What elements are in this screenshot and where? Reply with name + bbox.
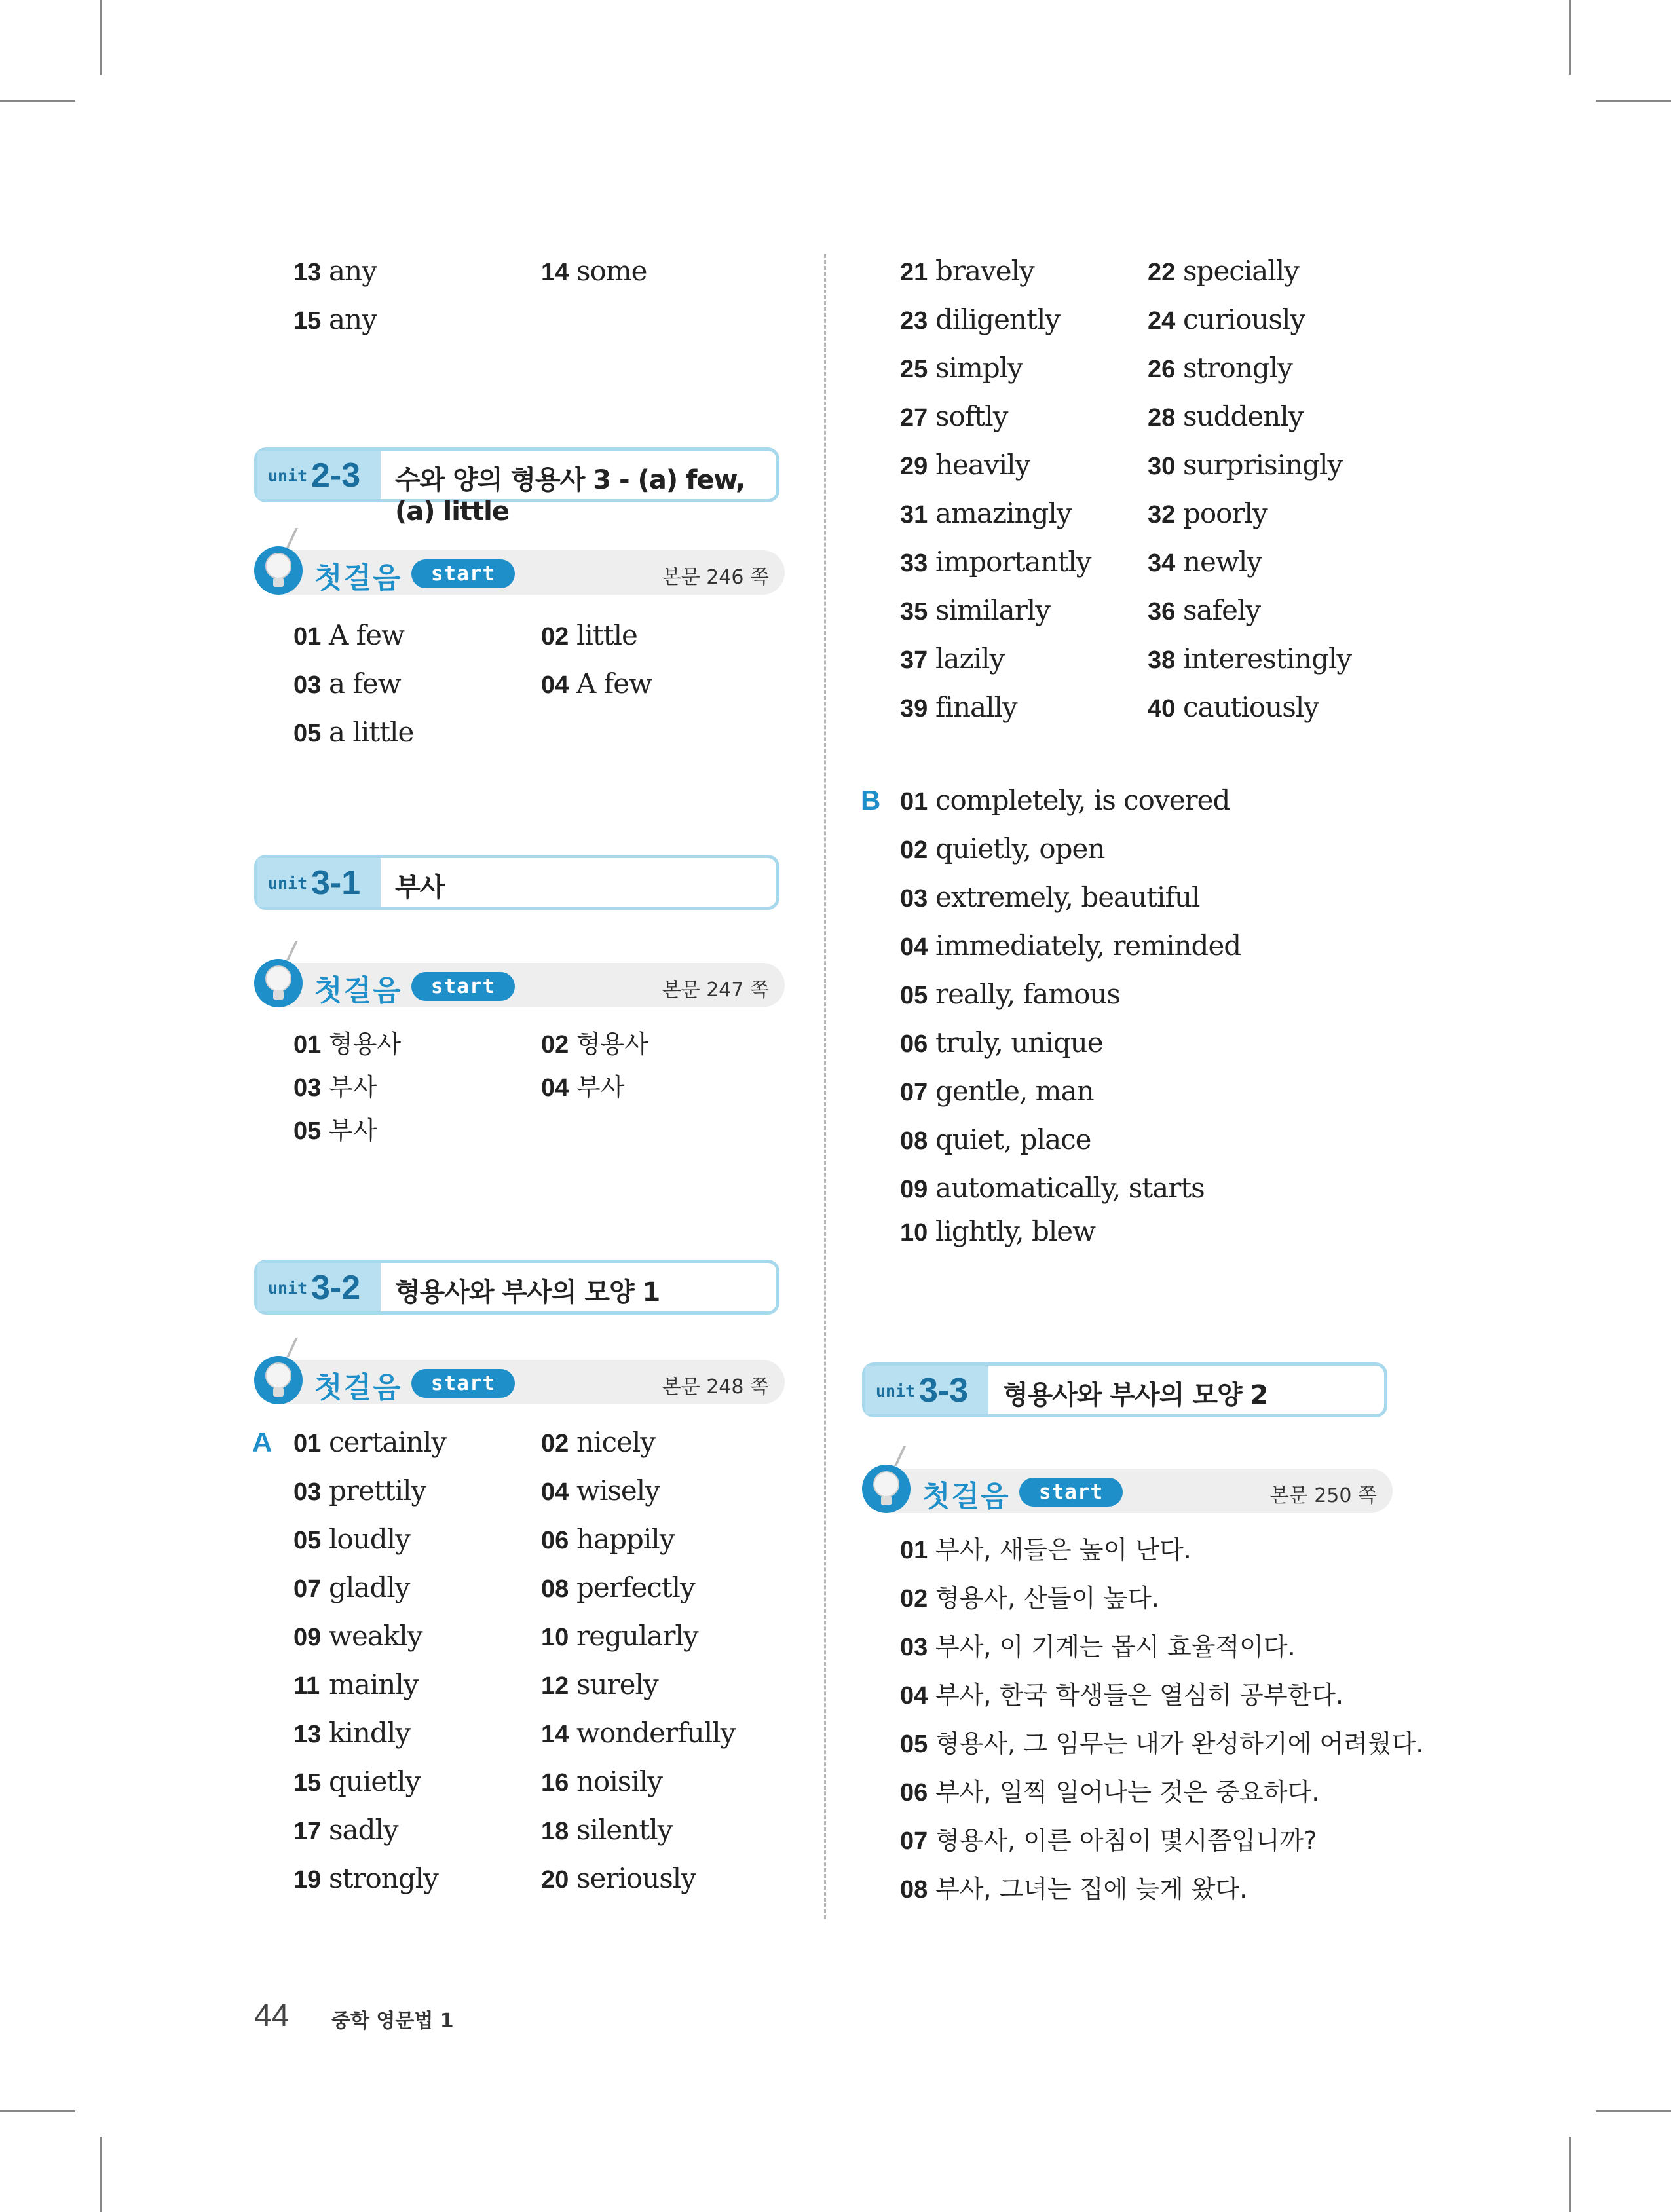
- answer-item: [1148, 445, 1342, 485]
- answer-text: specially: [1183, 255, 1299, 287]
- answer-text: 부사: [329, 1116, 377, 1145]
- answer-item: [541, 1810, 672, 1850]
- answer-number: 23: [900, 307, 928, 335]
- answer-text: 부사, 일찍 일어나는 것은 중요하다.: [935, 1778, 1320, 1807]
- answer-text: 부사, 이 기계는 몹시 효율적이다.: [935, 1632, 1296, 1661]
- unit-number: 2-3: [311, 457, 361, 495]
- answer-text: A few: [329, 619, 405, 651]
- crop-mark: [1569, 2137, 1571, 2212]
- lightbulb-icon: [862, 1465, 911, 1513]
- answer-text: 형용사, 그 임무는 내가 완성하기에 어려웠다.: [935, 1729, 1424, 1758]
- answer-number: 03: [293, 1074, 322, 1102]
- answer-number: 20: [541, 1866, 569, 1894]
- answer-text: 형용사: [576, 1030, 649, 1059]
- answer-text: kindly: [329, 1717, 410, 1749]
- answer-number: 25: [900, 356, 928, 383]
- answer-number: 09: [900, 1176, 928, 1203]
- answer-item: [900, 1821, 1317, 1860]
- start-badge: start: [411, 972, 515, 1001]
- answer-number: 02: [900, 836, 928, 864]
- answer-item: [541, 1024, 648, 1064]
- unit-tag: [257, 858, 381, 907]
- page-reference: 본문 250 쪽: [1269, 1484, 1377, 1507]
- answer-number: 17: [293, 1818, 322, 1845]
- answer-item: [900, 445, 1030, 485]
- answer-number: 22: [1148, 259, 1176, 286]
- answer-number: 13: [293, 259, 322, 286]
- start-badge: start: [411, 559, 515, 588]
- answer-item: [541, 1520, 674, 1559]
- answer-item: [1148, 348, 1292, 388]
- answer-text: truly, unique: [935, 1026, 1103, 1059]
- answer-text: immediately, reminded: [935, 929, 1241, 962]
- answer-text: 부사, 한국 학생들은 열심히 공부한다.: [935, 1681, 1344, 1710]
- column-divider: [824, 254, 826, 1919]
- answer-item: [293, 1024, 401, 1064]
- answer-number: 05: [900, 1731, 928, 1758]
- answer-number: 34: [1148, 550, 1176, 577]
- answer-item: [900, 781, 1230, 820]
- answer-item: [1148, 639, 1351, 679]
- answer-item: [900, 1023, 1103, 1062]
- answer-number: 15: [293, 1769, 322, 1797]
- answer-number: 39: [900, 695, 928, 722]
- answer-text: really, famous: [935, 978, 1120, 1010]
- answer-item: [293, 1617, 422, 1656]
- unit-label: unit: [876, 1381, 916, 1400]
- answer-item: [900, 1869, 1247, 1909]
- answer-item: [900, 591, 1050, 630]
- answer-text: some: [576, 255, 647, 287]
- answer-number: 01: [900, 788, 928, 815]
- answer-text: surprisingly: [1183, 449, 1343, 481]
- answer-text: completely, is covered: [935, 784, 1230, 816]
- answer-item: [293, 300, 377, 339]
- answer-item: [293, 664, 401, 703]
- answer-item: [1148, 300, 1305, 339]
- start-label-korean: 첫걸음: [314, 561, 402, 595]
- answer-number: 05: [900, 982, 928, 1009]
- answer-number: 01: [293, 623, 322, 650]
- answer-item: [900, 1120, 1091, 1159]
- answer-text: automatically, starts: [935, 1172, 1205, 1204]
- answer-number: 13: [293, 1721, 322, 1748]
- answer-number: 04: [541, 671, 569, 699]
- unit-number: 3-3: [919, 1372, 969, 1410]
- answer-item: [293, 616, 404, 655]
- answer-text: safely: [1183, 594, 1261, 626]
- answer-text: sadly: [329, 1814, 398, 1846]
- answer-number: 35: [900, 598, 928, 626]
- answer-item: [541, 1714, 735, 1753]
- answer-number: 08: [900, 1876, 928, 1903]
- answer-text: poorly: [1183, 497, 1267, 529]
- answer-item: [541, 252, 647, 291]
- unit-tag: [257, 1263, 381, 1311]
- answer-number: 16: [541, 1769, 569, 1797]
- answer-text: strongly: [1183, 352, 1292, 384]
- answer-item: [1148, 542, 1262, 582]
- answer-item: [900, 542, 1091, 582]
- unit-banner: [862, 1362, 1387, 1417]
- answer-number: 04: [900, 933, 928, 961]
- answer-item: [541, 1859, 696, 1898]
- answer-text: gentle, man: [935, 1075, 1094, 1107]
- answer-item: [293, 1714, 410, 1753]
- crop-mark: [100, 0, 102, 75]
- answer-number: 01: [293, 1430, 322, 1457]
- lightbulb-icon: [254, 546, 303, 595]
- unit-title: 부사: [395, 872, 445, 903]
- unit-banner: [254, 1260, 779, 1315]
- answer-item: [541, 1568, 695, 1607]
- answer-item: [541, 1617, 698, 1656]
- answer-number: 37: [900, 647, 928, 674]
- answer-number: 26: [1148, 356, 1176, 383]
- answer-item: [900, 926, 1241, 965]
- answer-item: [900, 1072, 1094, 1111]
- answer-text: lazily: [935, 643, 1005, 675]
- unit-banner: [254, 447, 779, 527]
- answer-number: 15: [293, 307, 322, 335]
- answer-item: [541, 1762, 662, 1801]
- answer-number: 06: [900, 1030, 928, 1058]
- answer-text: diligently: [935, 303, 1061, 335]
- answer-text: gladly: [329, 1571, 410, 1603]
- answer-item: [900, 1627, 1296, 1666]
- answer-text: bravely: [935, 255, 1034, 287]
- answer-item: [1148, 397, 1303, 436]
- start-label-korean: 첫걸음: [922, 1480, 1010, 1513]
- answer-number: 30: [1148, 453, 1176, 480]
- answer-item: [541, 1423, 655, 1462]
- answer-number: 01: [900, 1537, 928, 1564]
- unit-number: 3-1: [311, 864, 361, 902]
- answer-item: [293, 1859, 438, 1898]
- unit-tag: [865, 1366, 988, 1414]
- crop-mark: [0, 2110, 75, 2112]
- answer-number: 06: [541, 1527, 569, 1554]
- start-badge: start: [1019, 1478, 1123, 1507]
- answer-item: [293, 713, 413, 752]
- answer-text: strongly: [329, 1862, 438, 1894]
- answer-number: 18: [541, 1818, 569, 1845]
- start-bar: [862, 1469, 1393, 1513]
- answer-number: 40: [1148, 695, 1176, 722]
- answer-text: noisily: [576, 1765, 662, 1797]
- unit-banner: [254, 855, 779, 910]
- answer-text: prettily: [329, 1474, 426, 1507]
- answer-item: [541, 1068, 624, 1107]
- answer-text: seriously: [576, 1862, 696, 1894]
- answer-item: [900, 1579, 1159, 1618]
- answer-item: [900, 1724, 1423, 1763]
- answer-item: [541, 1471, 660, 1510]
- answer-text: a little: [329, 716, 414, 748]
- answer-number: 14: [541, 259, 569, 286]
- answer-number: 38: [1148, 647, 1176, 674]
- answer-number: 05: [293, 1117, 322, 1145]
- answer-text: curiously: [1183, 303, 1305, 335]
- section-label-b: B: [861, 785, 881, 815]
- answer-number: 04: [900, 1682, 928, 1710]
- answer-item: [293, 1471, 426, 1510]
- answer-number: 03: [900, 885, 928, 912]
- page-reference: 본문 246 쪽: [662, 566, 769, 589]
- answer-number: 06: [900, 1779, 928, 1807]
- answer-number: 01: [293, 1031, 322, 1059]
- start-label-korean: 첫걸음: [314, 974, 402, 1007]
- answer-item: [293, 1665, 419, 1704]
- answer-text: quiet, place: [935, 1123, 1091, 1155]
- answer-item: [293, 252, 377, 291]
- spark-icon: [286, 941, 310, 960]
- answer-item: [1148, 591, 1260, 630]
- unit-tag: [257, 451, 381, 499]
- spark-icon: [286, 1338, 310, 1357]
- crop-mark: [1596, 100, 1671, 102]
- answer-text: a few: [329, 667, 401, 700]
- answer-text: regularly: [576, 1620, 698, 1652]
- answer-item: [900, 1676, 1343, 1715]
- answer-text: certainly: [329, 1426, 447, 1458]
- page-reference: 본문 248 쪽: [662, 1376, 769, 1398]
- lightbulb-icon: [254, 1356, 303, 1404]
- answer-number: 08: [541, 1575, 569, 1603]
- answer-number: 07: [900, 1079, 928, 1106]
- answer-text: 부사: [329, 1073, 377, 1102]
- answer-item: [293, 1568, 409, 1607]
- start-label-korean: 첫걸음: [314, 1371, 402, 1404]
- unit-title: 수와 양의 형용사 3 - (a) few, (a) little: [395, 465, 745, 527]
- answer-text: nicely: [576, 1426, 656, 1458]
- crop-mark: [100, 2137, 102, 2212]
- answer-text: A few: [576, 667, 652, 700]
- answer-number: 14: [541, 1721, 569, 1748]
- answer-item: [293, 1810, 398, 1850]
- answer-number: 29: [900, 453, 928, 480]
- answer-text: heavily: [935, 449, 1030, 481]
- answer-item: [900, 688, 1017, 727]
- unit-label: unit: [268, 466, 308, 485]
- page-number: 44: [254, 1998, 290, 2033]
- unit-label: unit: [268, 1279, 308, 1298]
- start-badge: start: [411, 1369, 515, 1398]
- answer-item: [900, 1772, 1319, 1812]
- answer-item: [900, 829, 1104, 869]
- answer-item: [900, 1530, 1192, 1569]
- answer-text: any: [329, 303, 377, 335]
- answer-text: finally: [935, 691, 1017, 723]
- answer-number: 02: [541, 1430, 569, 1457]
- unit-title: 형용사와 부사의 모양 2: [1003, 1380, 1268, 1410]
- answer-text: cautiously: [1183, 691, 1319, 723]
- crop-mark: [1596, 2110, 1671, 2112]
- answer-number: 04: [541, 1478, 569, 1506]
- answer-text: lightly, blew: [935, 1215, 1096, 1247]
- answer-number: 24: [1148, 307, 1176, 335]
- answer-text: 부사, 새들은 높이 난다.: [935, 1535, 1192, 1564]
- answer-text: interestingly: [1183, 643, 1352, 675]
- answer-number: 02: [541, 623, 569, 650]
- answer-item: [293, 1520, 410, 1559]
- unit-label: unit: [268, 874, 308, 893]
- answer-text: 형용사: [329, 1030, 402, 1059]
- answer-item: [900, 975, 1120, 1014]
- answer-item: [900, 1169, 1205, 1208]
- start-bar: [254, 1360, 785, 1404]
- answer-text: 부사: [576, 1073, 625, 1102]
- answer-number: 31: [900, 501, 928, 529]
- answer-item: [541, 664, 652, 703]
- answer-number: 07: [293, 1575, 322, 1603]
- answer-text: wonderfully: [576, 1717, 736, 1749]
- answer-text: 형용사, 이른 아침이 몇시쯤입니까?: [935, 1826, 1317, 1855]
- spark-icon: [894, 1446, 918, 1466]
- answer-text: 형용사, 산들이 높다.: [935, 1584, 1159, 1613]
- start-bar: [254, 550, 785, 595]
- answer-number: 05: [293, 720, 322, 747]
- answer-text: wisely: [576, 1474, 660, 1507]
- answer-number: 12: [541, 1672, 569, 1700]
- answer-item: [900, 348, 1023, 388]
- answer-text: silently: [576, 1814, 673, 1846]
- answer-item: [1148, 252, 1299, 291]
- answer-text: little: [576, 619, 637, 651]
- answer-number: 10: [541, 1624, 569, 1651]
- answer-text: softly: [935, 400, 1008, 432]
- answer-item: [1148, 494, 1267, 533]
- spark-icon: [286, 528, 310, 548]
- answer-text: perfectly: [576, 1571, 695, 1603]
- answer-number: 05: [293, 1527, 322, 1554]
- answer-number: 07: [900, 1828, 928, 1855]
- answer-number: 04: [541, 1074, 569, 1102]
- answer-text: quietly: [329, 1765, 421, 1797]
- answer-text: amazingly: [935, 497, 1072, 529]
- answer-text: weakly: [329, 1620, 422, 1652]
- answer-item: [900, 1212, 1095, 1251]
- answer-item: [900, 639, 1004, 679]
- answer-text: suddenly: [1183, 400, 1304, 432]
- answer-item: [293, 1423, 446, 1462]
- answer-number: 03: [293, 1478, 322, 1506]
- answer-item: [900, 300, 1060, 339]
- answer-number: 19: [293, 1866, 322, 1894]
- answer-text: importantly: [935, 546, 1091, 578]
- crop-mark: [1569, 0, 1571, 75]
- answer-number: 09: [293, 1624, 322, 1651]
- book-title: 중학 영문법 1: [331, 2010, 454, 2033]
- lightbulb-icon: [254, 959, 303, 1007]
- answer-item: [900, 252, 1034, 291]
- answer-text: similarly: [935, 594, 1050, 626]
- answer-number: 11: [293, 1672, 320, 1700]
- crop-mark: [0, 100, 75, 102]
- answer-number: 03: [900, 1634, 928, 1661]
- answer-item: [900, 494, 1072, 533]
- answer-item: [900, 878, 1200, 917]
- answer-number: 33: [900, 550, 928, 577]
- answer-item: [293, 1762, 420, 1801]
- answer-text: 부사, 그녀는 집에 늦게 왔다.: [935, 1875, 1248, 1903]
- answer-text: mainly: [329, 1668, 419, 1700]
- answer-text: extremely, beautiful: [935, 881, 1200, 913]
- answer-number: 21: [900, 259, 928, 286]
- answer-number: 02: [541, 1031, 569, 1059]
- answer-number: 28: [1148, 404, 1176, 432]
- answer-number: 36: [1148, 598, 1176, 626]
- answer-text: loudly: [329, 1523, 410, 1555]
- answer-text: any: [329, 255, 377, 287]
- answer-text: quietly, open: [935, 833, 1105, 865]
- answer-item: [293, 1068, 377, 1107]
- answer-text: newly: [1183, 546, 1262, 578]
- answer-number: 08: [900, 1127, 928, 1155]
- answer-number: 03: [293, 671, 322, 699]
- section-label-a: A: [252, 1427, 272, 1457]
- answer-text: surely: [576, 1668, 658, 1700]
- answer-item: [541, 1665, 658, 1704]
- answer-text: simply: [935, 352, 1023, 384]
- page-reference: 본문 247 쪽: [662, 979, 769, 1002]
- answer-item: [541, 616, 637, 655]
- answer-number: 02: [900, 1585, 928, 1613]
- answer-item: [293, 1111, 377, 1150]
- start-bar: [254, 963, 785, 1007]
- answer-number: 27: [900, 404, 928, 432]
- answer-number: 10: [900, 1219, 928, 1247]
- answer-text: happily: [576, 1523, 675, 1555]
- answer-item: [1148, 688, 1319, 727]
- answer-number: 32: [1148, 501, 1176, 529]
- unit-number: 3-2: [311, 1269, 361, 1307]
- answer-item: [900, 397, 1007, 436]
- unit-title: 형용사와 부사의 모양 1: [395, 1277, 660, 1307]
